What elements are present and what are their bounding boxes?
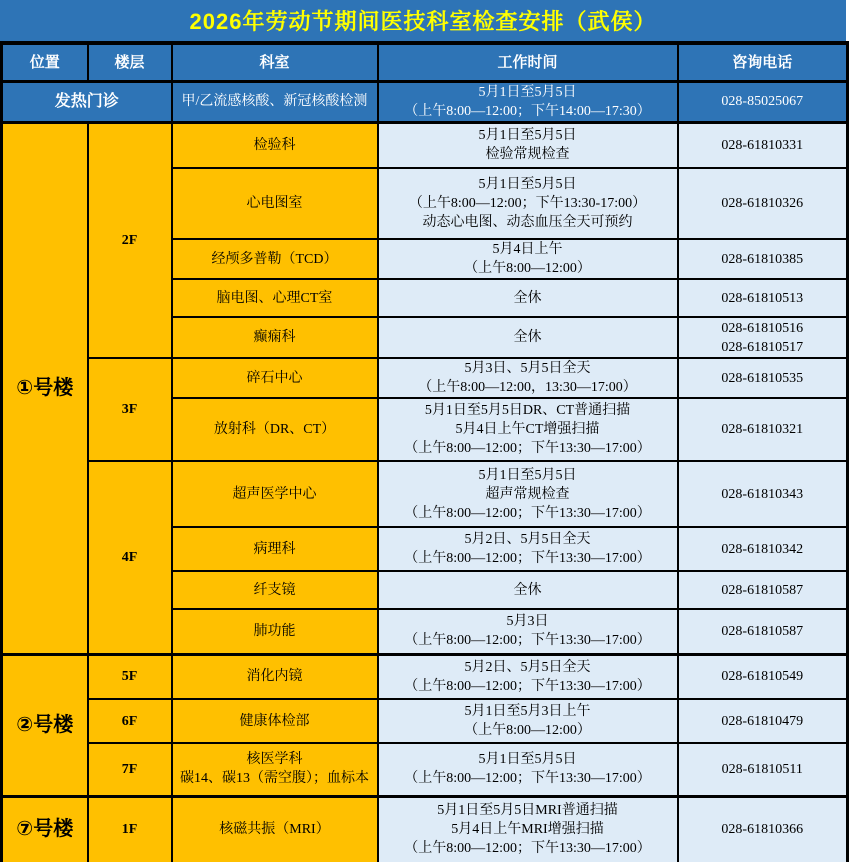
table-row [2,796,848,862]
time-line: 5月3日 [506,614,549,630]
dept-cell: 健康体检部 [172,699,378,743]
phone-cell: 028-61810342 [678,527,848,571]
time-line: （上午8:00—12:00；下午13:30—17:00） [404,841,651,856]
phone-cell: 028-61810479 [678,699,848,743]
dept-cell: 核磁共振（MRI） [172,796,378,862]
fever-dept-cell: 甲/乙流感核酸、新冠核酸检测 [172,81,378,122]
floor-label: 5F [88,654,172,699]
header-phone: 咨询电话 [678,43,848,81]
phone-cell: 028-61810321 [678,398,848,461]
time-cell [378,279,678,317]
phone-cell: 028-61810366 [678,796,848,862]
phone-cell: 028-61810587 [678,609,848,654]
time-cell [378,461,678,527]
fever-time-cell [378,81,678,122]
time-line: （上午8:00—12:00） [464,723,591,738]
fever-phone-cell: 028-85025067 [678,81,848,122]
time-cell [378,168,678,239]
phone-line: 028-61810517 [721,339,804,355]
floor-label: 2F [88,122,172,358]
dept-line: 碳14、碳13（需空腹）；血标本 [180,771,369,787]
phone-cell: 028-61810535 [678,358,848,398]
dept-cell: 肺功能 [172,609,378,654]
floor-label: 1F [88,796,172,862]
building-label: ②号楼 [2,654,88,796]
time-line: 动态心电图、动态血压全天可预约 [422,215,633,230]
phone-cell: 028-61810326 [678,168,848,239]
dept-cell: 检验科 [172,122,378,168]
time-cell [378,527,678,571]
time-line: 5月4日上午CT增强扫描 [455,422,600,437]
time-line: （上午8:00—12:00） [464,261,591,276]
floor-label: 6F [88,699,172,743]
dept-cell: 超声医学中心 [172,461,378,527]
header-time: 工作时间 [378,43,678,81]
time-cell [378,654,678,699]
phone-cell: 028-61810513 [678,279,848,317]
time-cell [378,398,678,461]
dept-cell: 消化内镜 [172,654,378,699]
floor-label: 3F [88,358,172,461]
phone-cell: 028-61810511 [678,743,848,796]
time-cell [378,571,678,609]
schedule-table [0,41,849,862]
table-row [2,461,848,527]
time-line: （上午8:00—12:00；下午13:30-17:00） [408,196,647,211]
time-cell [378,122,678,168]
time-line: （上午8:00—12:00；下午13:30—17:00） [404,678,651,694]
phone-cell: 028-61810549 [678,654,848,699]
time-line: 5月2日、5月5日全天 [464,659,591,675]
phone-cell: 028-61810331 [678,122,848,168]
dept-cell: 心电图室 [172,168,378,239]
dept-cell: 脑电图、心理CT室 [172,279,378,317]
building-label: ⑦号楼 [2,796,88,862]
dept-cell: 病理科 [172,527,378,571]
time-line: 检验常规检查 [485,147,570,163]
table-row [2,699,848,743]
header-floor: 楼层 [88,43,172,81]
building-label: ①号楼 [2,122,88,654]
dept-cell: 放射科（DR、CT） [172,398,378,461]
table-row [2,654,848,699]
time-line: 5月1日至5月5日MRI普通扫描 [437,803,618,818]
phone-cell: 028-61810587 [678,571,848,609]
dept-cell: 纤支镜 [172,571,378,609]
time-line: 全休 [513,290,542,306]
dept-cell: 癫痫科 [172,317,378,358]
phone-cell [678,317,848,358]
time-line: 全休 [513,582,542,598]
time-line: 5月1日至5月5日 [478,467,577,483]
time-line: （上午8:00—12:00；下午13:30—17:00） [404,551,651,566]
time-line: 5月1日至5月5日 [478,177,577,192]
table-row [2,122,848,168]
time-line: 5月3日、5月5日全天 [464,361,591,376]
header-location: 位置 [2,43,88,81]
dept-cell: 经颅多普勒（TCD） [172,239,378,279]
time-line: 5月1日至5月3日上午 [464,704,591,719]
time-line: 5月1日至5月5日 [478,128,577,144]
time-line: （上午8:00—12:00，13:30—17:00） [418,380,637,395]
time-cell [378,239,678,279]
dept-line: 核医学科 [246,752,303,768]
time-line: （上午8:00—12:00；下午13:30—17:00） [404,633,651,649]
phone-cell: 028-61810385 [678,239,848,279]
time-line: 5月4日上午MRI增强扫描 [451,822,604,837]
time-line: 5月4日上午 [492,242,563,257]
fever-location-cell: 发热门诊 [2,81,172,122]
time-cell [378,743,678,796]
table-header-row [2,43,848,81]
time-line: （上午8:00—12:00；下午13:30—17:00） [404,771,651,787]
time-line: 5月1日至5月5日DR、CT普通扫描 [424,403,631,418]
time-line: 5月1日至5月5日 [478,752,577,768]
page-title: 2026年劳动节期间医技科室检查安排（武侯） [0,0,846,41]
time-cell [378,609,678,654]
fever-clinic-row [2,81,848,122]
time-cell [378,358,678,398]
time-line: 5月1日至5月5日 [478,84,577,100]
time-line: 超声常规检查 [485,486,570,502]
time-line: （上午8:00—12:00；下午13:30—17:00） [404,441,651,456]
table-row [2,743,848,796]
floor-label: 4F [88,461,172,654]
header-dept: 科室 [172,43,378,81]
time-cell [378,317,678,358]
time-line: （上午8:00—12:00；下午14:00—17:30） [404,103,651,119]
phone-cell: 028-61810343 [678,461,848,527]
time-line: 5月2日、5月5日全天 [464,532,591,547]
time-cell [378,699,678,743]
table-row [2,358,848,398]
dept-cell: 碎石中心 [172,358,378,398]
time-cell [378,796,678,862]
time-line: （上午8:00—12:00；下午13:30—17:00） [404,505,651,521]
floor-label: 7F [88,743,172,796]
phone-line: 028-61810516 [721,320,804,336]
time-line: 全休 [513,330,542,345]
dept-cell [172,743,378,796]
